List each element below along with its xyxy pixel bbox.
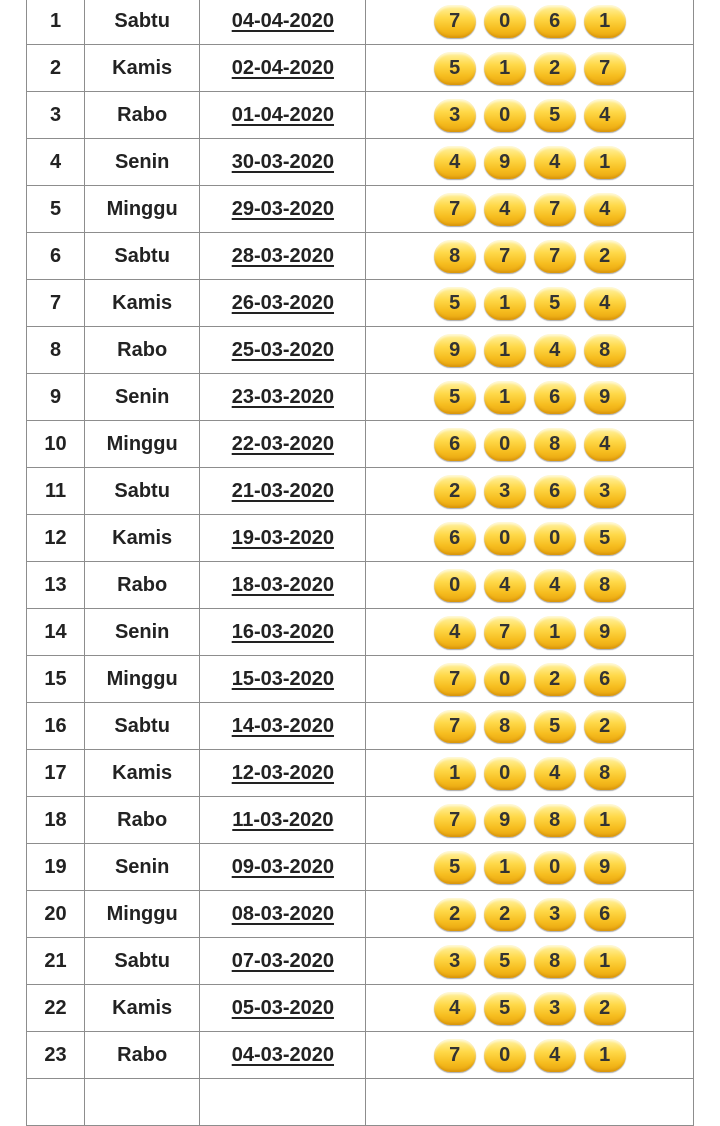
number-ball: 2 <box>434 475 476 508</box>
table-row <box>27 139 694 186</box>
number-ball: 6 <box>584 663 626 696</box>
result-balls <box>366 804 693 837</box>
number-ball: 8 <box>534 945 576 978</box>
table-row <box>27 797 694 844</box>
row-number: 22 <box>27 985 85 1032</box>
date-link[interactable]: 21-03-2020 <box>231 479 335 502</box>
day-name: Kamis <box>85 280 200 327</box>
table-row <box>27 374 694 421</box>
table-row <box>27 938 694 985</box>
number-ball: 4 <box>584 99 626 132</box>
table-row <box>27 844 694 891</box>
day-name: Sabtu <box>85 468 200 515</box>
number-ball: 8 <box>584 334 626 367</box>
date-link[interactable]: 04-04-2020 <box>231 9 335 32</box>
number-ball: 9 <box>484 804 526 837</box>
number-ball: 4 <box>434 992 476 1025</box>
table-row <box>27 1079 694 1126</box>
day-name: Sabtu <box>85 703 200 750</box>
number-ball: 0 <box>484 428 526 461</box>
number-ball: 6 <box>534 381 576 414</box>
date-link[interactable]: 02-04-2020 <box>231 56 335 79</box>
number-ball: 2 <box>584 710 626 743</box>
number-ball: 9 <box>484 146 526 179</box>
number-ball: 4 <box>534 334 576 367</box>
number-ball: 0 <box>484 522 526 555</box>
table-row <box>27 421 694 468</box>
result-cell <box>366 0 694 45</box>
row-number: 13 <box>27 562 85 609</box>
number-ball: 8 <box>584 757 626 790</box>
result-cell <box>366 45 694 92</box>
day-name: Senin <box>85 844 200 891</box>
number-ball: 7 <box>534 240 576 273</box>
results-table-body <box>27 0 694 1126</box>
table-row <box>27 233 694 280</box>
number-ball: 4 <box>534 146 576 179</box>
result-balls <box>366 5 693 38</box>
result-cell <box>366 421 694 468</box>
number-ball: 1 <box>484 334 526 367</box>
number-ball: 1 <box>484 851 526 884</box>
date-link[interactable]: 05-03-2020 <box>231 996 335 1019</box>
date-cell <box>200 656 366 703</box>
result-balls <box>366 851 693 884</box>
result-balls <box>366 992 693 1025</box>
table-row <box>27 327 694 374</box>
empty-cell <box>27 1079 85 1126</box>
date-link[interactable]: 09-03-2020 <box>231 855 335 878</box>
day-name: Rabo <box>85 327 200 374</box>
result-cell <box>366 233 694 280</box>
number-ball: 8 <box>584 569 626 602</box>
result-balls <box>366 945 693 978</box>
number-ball: 7 <box>484 616 526 649</box>
table-row <box>27 1032 694 1079</box>
date-link[interactable]: 25-03-2020 <box>231 338 335 361</box>
number-ball: 4 <box>584 193 626 226</box>
number-ball: 1 <box>534 616 576 649</box>
result-balls <box>366 663 693 696</box>
row-number: 9 <box>27 374 85 421</box>
row-number: 18 <box>27 797 85 844</box>
row-number: 20 <box>27 891 85 938</box>
day-name: Senin <box>85 374 200 421</box>
number-ball: 8 <box>434 240 476 273</box>
table-row <box>27 45 694 92</box>
number-ball: 5 <box>534 99 576 132</box>
row-number: 17 <box>27 750 85 797</box>
date-cell <box>200 844 366 891</box>
result-cell <box>366 92 694 139</box>
result-cell <box>366 374 694 421</box>
number-ball: 8 <box>534 428 576 461</box>
date-link[interactable]: 01-04-2020 <box>231 103 335 126</box>
date-link[interactable]: 23-03-2020 <box>231 385 335 408</box>
day-name: Senin <box>85 139 200 186</box>
number-ball: 4 <box>534 757 576 790</box>
number-ball: 5 <box>584 522 626 555</box>
number-ball: 4 <box>534 569 576 602</box>
result-cell <box>366 1032 694 1079</box>
row-number: 7 <box>27 280 85 327</box>
date-cell <box>200 233 366 280</box>
date-link[interactable]: 26-03-2020 <box>231 291 335 314</box>
number-ball: 0 <box>534 522 576 555</box>
day-name: Minggu <box>85 891 200 938</box>
number-ball: 4 <box>484 569 526 602</box>
number-ball: 1 <box>584 1039 626 1072</box>
row-number: 21 <box>27 938 85 985</box>
number-ball: 3 <box>534 898 576 931</box>
number-ball: 1 <box>434 757 476 790</box>
result-balls <box>366 710 693 743</box>
number-ball: 7 <box>434 663 476 696</box>
number-ball: 8 <box>484 710 526 743</box>
table-row <box>27 656 694 703</box>
number-ball: 9 <box>584 851 626 884</box>
number-ball: 4 <box>434 616 476 649</box>
day-name: Sabtu <box>85 233 200 280</box>
number-ball: 7 <box>434 193 476 226</box>
result-cell <box>366 280 694 327</box>
result-balls <box>366 99 693 132</box>
number-ball: 9 <box>434 334 476 367</box>
result-cell <box>366 139 694 186</box>
date-cell <box>200 92 366 139</box>
number-ball: 0 <box>484 1039 526 1072</box>
result-balls <box>366 146 693 179</box>
result-cell <box>366 703 694 750</box>
number-ball: 9 <box>584 381 626 414</box>
number-ball: 7 <box>434 710 476 743</box>
date-cell <box>200 1032 366 1079</box>
number-ball: 6 <box>534 475 576 508</box>
number-ball: 5 <box>434 52 476 85</box>
date-cell <box>200 327 366 374</box>
date-cell <box>200 280 366 327</box>
row-number: 16 <box>27 703 85 750</box>
result-balls <box>366 475 693 508</box>
result-balls <box>366 898 693 931</box>
day-name: Kamis <box>85 750 200 797</box>
date-link[interactable]: 07-03-2020 <box>231 949 335 972</box>
date-link[interactable]: 11-03-2020 <box>232 808 334 831</box>
number-ball: 1 <box>484 287 526 320</box>
date-link[interactable]: 12-03-2020 <box>231 761 335 784</box>
number-ball: 4 <box>534 1039 576 1072</box>
result-balls <box>366 569 693 602</box>
result-balls <box>366 240 693 273</box>
number-ball: 1 <box>584 945 626 978</box>
number-ball: 8 <box>534 804 576 837</box>
day-name: Rabo <box>85 562 200 609</box>
result-cell <box>366 656 694 703</box>
date-cell <box>200 750 366 797</box>
row-number: 3 <box>27 92 85 139</box>
number-ball: 2 <box>584 240 626 273</box>
date-cell <box>200 938 366 985</box>
date-cell <box>200 45 366 92</box>
number-ball: 5 <box>484 945 526 978</box>
date-cell <box>200 374 366 421</box>
day-name: Rabo <box>85 1032 200 1079</box>
result-cell <box>366 844 694 891</box>
number-ball: 0 <box>484 5 526 38</box>
result-balls <box>366 428 693 461</box>
table-row <box>27 891 694 938</box>
number-ball: 3 <box>584 475 626 508</box>
number-ball: 7 <box>434 5 476 38</box>
date-link[interactable]: 19-03-2020 <box>231 526 335 549</box>
row-number: 5 <box>27 186 85 233</box>
result-cell <box>366 750 694 797</box>
number-ball: 5 <box>434 851 476 884</box>
result-balls <box>366 522 693 555</box>
number-ball: 7 <box>484 240 526 273</box>
row-number: 10 <box>27 421 85 468</box>
result-balls <box>366 287 693 320</box>
result-cell <box>366 515 694 562</box>
date-cell <box>200 609 366 656</box>
date-link[interactable]: 08-03-2020 <box>231 902 335 925</box>
date-cell <box>200 797 366 844</box>
table-row <box>27 562 694 609</box>
day-name: Rabo <box>85 92 200 139</box>
result-cell <box>366 797 694 844</box>
date-link[interactable]: 14-03-2020 <box>231 714 335 737</box>
row-number: 11 <box>27 468 85 515</box>
table-row <box>27 515 694 562</box>
row-number: 4 <box>27 139 85 186</box>
number-ball: 5 <box>484 992 526 1025</box>
day-name: Minggu <box>85 656 200 703</box>
date-cell <box>200 468 366 515</box>
row-number: 8 <box>27 327 85 374</box>
empty-cell <box>366 1079 694 1126</box>
table-row <box>27 750 694 797</box>
date-link[interactable]: 28-03-2020 <box>231 244 335 267</box>
number-ball: 5 <box>534 710 576 743</box>
date-link[interactable]: 15-03-2020 <box>231 667 335 690</box>
result-cell <box>366 468 694 515</box>
number-ball: 1 <box>584 5 626 38</box>
number-ball: 6 <box>584 898 626 931</box>
result-cell <box>366 609 694 656</box>
day-name: Kamis <box>85 45 200 92</box>
table-row <box>27 92 694 139</box>
number-ball: 2 <box>434 898 476 931</box>
result-balls <box>366 1039 693 1072</box>
day-name: Senin <box>85 609 200 656</box>
number-ball: 3 <box>434 99 476 132</box>
date-link[interactable]: 29-03-2020 <box>231 197 335 220</box>
day-name: Kamis <box>85 985 200 1032</box>
result-cell <box>366 186 694 233</box>
row-number: 2 <box>27 45 85 92</box>
number-ball: 3 <box>484 475 526 508</box>
number-ball: 5 <box>534 287 576 320</box>
empty-cell <box>200 1079 366 1126</box>
date-cell <box>200 139 366 186</box>
number-ball: 0 <box>434 569 476 602</box>
row-number: 1 <box>27 0 85 45</box>
table-row <box>27 280 694 327</box>
result-cell <box>366 938 694 985</box>
result-cell <box>366 891 694 938</box>
row-number: 19 <box>27 844 85 891</box>
number-ball: 9 <box>584 616 626 649</box>
number-ball: 5 <box>434 381 476 414</box>
table-row <box>27 703 694 750</box>
result-balls <box>366 52 693 85</box>
result-balls <box>366 757 693 790</box>
day-name: Kamis <box>85 515 200 562</box>
number-ball: 2 <box>534 663 576 696</box>
number-ball: 3 <box>534 992 576 1025</box>
day-name: Minggu <box>85 421 200 468</box>
row-number: 23 <box>27 1032 85 1079</box>
table-row <box>27 609 694 656</box>
number-ball: 4 <box>584 287 626 320</box>
number-ball: 1 <box>584 804 626 837</box>
row-number: 12 <box>27 515 85 562</box>
number-ball: 1 <box>584 146 626 179</box>
date-cell <box>200 0 366 45</box>
row-number: 15 <box>27 656 85 703</box>
number-ball: 4 <box>484 193 526 226</box>
day-name: Minggu <box>85 186 200 233</box>
table-row <box>27 186 694 233</box>
result-balls <box>366 381 693 414</box>
row-number: 6 <box>27 233 85 280</box>
number-ball: 6 <box>534 5 576 38</box>
date-link[interactable]: 04-03-2020 <box>231 1043 335 1066</box>
row-number: 14 <box>27 609 85 656</box>
result-balls <box>366 334 693 367</box>
empty-cell <box>85 1079 200 1126</box>
number-ball: 1 <box>484 381 526 414</box>
result-balls <box>366 616 693 649</box>
number-ball: 0 <box>484 99 526 132</box>
table-row <box>27 0 694 45</box>
number-ball: 2 <box>484 898 526 931</box>
date-cell <box>200 891 366 938</box>
result-cell <box>366 327 694 374</box>
number-ball: 0 <box>534 851 576 884</box>
result-cell <box>366 985 694 1032</box>
day-name: Sabtu <box>85 938 200 985</box>
day-name: Sabtu <box>85 0 200 45</box>
date-cell <box>200 985 366 1032</box>
date-cell <box>200 186 366 233</box>
number-ball: 6 <box>434 428 476 461</box>
result-cell <box>366 562 694 609</box>
result-balls <box>366 193 693 226</box>
number-ball: 7 <box>434 1039 476 1072</box>
number-ball: 3 <box>434 945 476 978</box>
number-ball: 1 <box>484 52 526 85</box>
date-link[interactable]: 16-03-2020 <box>231 620 335 643</box>
table-row <box>27 985 694 1032</box>
table-row <box>27 468 694 515</box>
number-ball: 4 <box>584 428 626 461</box>
date-cell <box>200 703 366 750</box>
number-ball: 4 <box>434 146 476 179</box>
number-ball: 0 <box>484 757 526 790</box>
date-link[interactable]: 22-03-2020 <box>231 432 335 455</box>
date-cell <box>200 515 366 562</box>
number-ball: 7 <box>434 804 476 837</box>
date-link[interactable]: 18-03-2020 <box>231 573 335 596</box>
number-ball: 5 <box>434 287 476 320</box>
date-cell <box>200 562 366 609</box>
number-ball: 6 <box>434 522 476 555</box>
number-ball: 7 <box>534 193 576 226</box>
number-ball: 0 <box>484 663 526 696</box>
date-link[interactable]: 30-03-2020 <box>231 150 335 173</box>
day-name: Rabo <box>85 797 200 844</box>
number-ball: 7 <box>584 52 626 85</box>
date-cell <box>200 421 366 468</box>
number-ball: 2 <box>584 992 626 1025</box>
number-ball: 2 <box>534 52 576 85</box>
results-table <box>26 0 694 1126</box>
